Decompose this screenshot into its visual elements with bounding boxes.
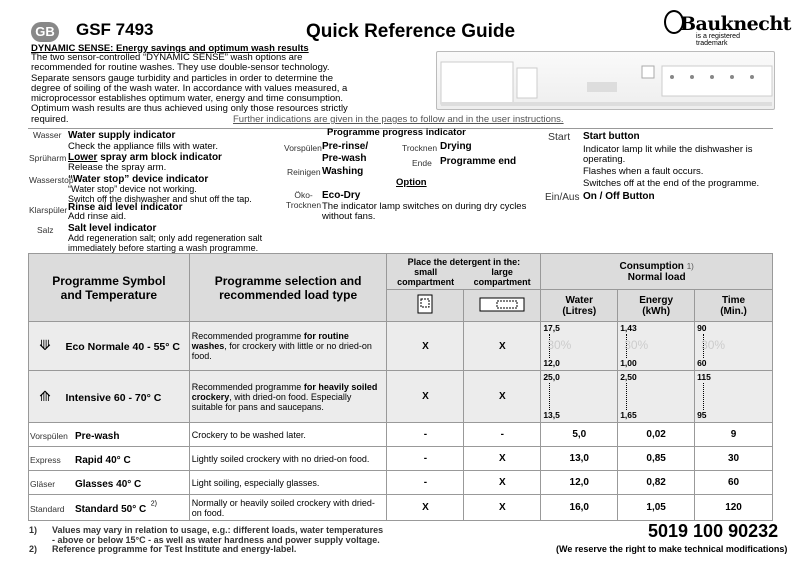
dynamic-sense-heading: DYNAMIC SENSE: Energy savings and optimum wash results [31,43,309,54]
intensive-time-lo: 95 [697,410,707,420]
start-button-label: Start button [583,131,640,142]
on-off-label: On / Off Button [583,191,655,202]
eco-energy-pct: 30% [624,338,649,352]
start-line-2: Flashes when a fault occurs. [583,166,704,177]
table-row [29,495,773,521]
col-water-header: Water (Litres) [541,290,618,322]
tag-salz: Salz [37,225,54,235]
eco-time [695,322,773,371]
washing-label: Washing [322,166,364,177]
eco-symbol-cell [29,322,190,371]
standard-name: Standard 50° C [75,503,147,515]
programme-end-label: Programme end [440,156,517,167]
tag-klarspuler: Klarspüler [29,205,68,215]
intensive-programme-name: Intensive 60 - 70° C [65,391,162,404]
tag-ende: Ende [412,158,432,168]
eco-energy [618,322,695,371]
rapid-symbol-cell [29,447,190,471]
intensive-energy [618,371,695,423]
control-panel-illustration [436,51,775,110]
rapid-description: Lightly soiled crockery with no dried-on food. [189,447,387,471]
standard-energy: 1,05 [618,495,695,521]
consumption-title [541,261,772,272]
country-badge: GB [31,22,59,42]
start-line-1: Indicator lamp lit while the dishwasher is operating. [583,144,753,165]
rapid-tag: Express [30,454,61,465]
spray-arm-desc: Release the spray arm. [68,162,167,173]
eco-energy-hi: 1,43 [620,323,637,333]
glasses-tag: Gläser [30,478,56,489]
prewash-symbol-cell [29,423,190,447]
rapid-large: X [464,447,541,471]
prewash-energy: 0,02 [618,423,695,447]
drying-label: Drying [440,141,472,152]
intensive-desc-bold: for heavily soiled crockery [191,381,378,402]
intensive-time-hi: 115 [697,372,711,382]
prewash-name: Pre-wash [75,430,120,442]
glasses-description: Light soiling, especially glasses. [189,471,387,495]
eco-time-range [695,322,772,370]
progress-heading: Programme progress indicator [327,127,466,138]
intensive-energy-lo: 1,65 [620,410,637,420]
intensive-large: X [464,371,541,423]
prewash-small: - [387,423,464,447]
footnote-2-text: Reference programme for Test Institute and energy-label. [52,544,297,554]
water-stop-label: “Water stop” device indicator [68,174,209,185]
spray-arm-label: Lower spray arm block indicator [68,152,222,163]
eco-water-lo: 12,0 [543,358,560,368]
prerinse-label: Pre-rinse/ Pre-wash [322,141,369,164]
small-compartment-icon-cell [387,290,464,322]
range-arrow [703,383,704,410]
prewash-tag: Vorspülen [30,430,68,441]
intensive-water-lo: 13,5 [543,410,560,420]
standard-tag: Standard [30,503,65,514]
prewash-time: 9 [695,423,773,447]
large-compartment-icon-cell [464,290,541,322]
table-row [29,471,773,495]
intensive-time-range [695,371,772,422]
standard-water: 16,0 [541,495,618,521]
page-title: Quick Reference Guide [306,21,516,42]
table-row [29,322,773,371]
footnote-2-num: 2) [29,544,38,554]
eco-programme-name: Eco Normale 40 - 55° C [65,341,180,353]
normal-load-label: Normal load [627,271,686,283]
eco-time-hi: 90 [697,323,707,333]
eco-water-hi: 17,5 [543,323,560,333]
col-consumption-header [541,254,773,290]
rapid-name: Rapid 40° C [75,454,131,466]
standard-note: 2) [150,500,157,508]
start-line-3: Switches off at the end of the programme. [583,178,760,189]
panel-drawing [437,52,776,111]
intensive-small: X [387,371,464,423]
detergent-title: Place the detergent in the: [407,256,521,267]
range-arrow [549,383,550,410]
rapid-small: - [387,447,464,471]
range-arrow [626,383,627,410]
eco-desc-post: , for crockery with little or no dried-on food. [191,341,372,361]
eco-time-lo: 60 [697,358,707,368]
consumption-label: Consumption [619,260,684,272]
rinse-aid-label: Rinse aid level indicator [68,202,183,213]
col-time-header: Time (Min.) [695,290,773,322]
rapid-water: 13,0 [541,447,618,471]
spray-arm-label-underlined: Lower [68,152,98,163]
large-compartment-icon [477,293,527,315]
intensive-symbol-cell [29,371,190,423]
prewash-description: Crockery to be washed later. [189,423,387,447]
eco-desc-pre: Recommended programme [191,331,304,341]
water-supply-label: Water supply indicator [68,130,176,141]
glasses-symbol-cell [29,471,190,495]
glasses-water: 12,0 [541,471,618,495]
rinse-aid-desc: Add rinse aid. [68,211,127,222]
large-compartment-label: large compartment [473,266,531,287]
table-row [29,447,773,471]
tag-reinigen: Reinigen [287,167,321,177]
intensive-programme-icon: ⟰ [39,387,51,404]
further-indications-link: Further indications are given in the pages to follow and in the user instructions. [233,114,564,125]
consumption-note: 1) [686,261,694,271]
tag-oko-trocknen: Öko- Trocknen [286,190,322,210]
water-supply-desc: Check the appliance fills with water. [68,141,218,152]
rapid-time: 30 [695,447,773,471]
table-row [29,371,773,423]
prewash-large: - [464,423,541,447]
standard-large: X [464,495,541,521]
eco-small: X [387,322,464,371]
tag-spruharm: Sprüharm [29,153,67,163]
tag-wasserstop: Wasserstop [29,175,74,185]
small-compartment-label: small compartment [397,266,455,287]
intensive-energy-hi: 2,50 [620,372,637,382]
eco-large: X [464,322,541,371]
intensive-desc-pre: Recommended programme [191,381,304,392]
option-heading: Option [396,177,427,188]
eco-dry-label: Eco-Dry [322,190,361,201]
water-stop-desc: “Water stop” device not working. Switch off the dishwasher and shut off the tap. [68,184,252,204]
table-header-row-1 [29,254,773,290]
tag-trocknen: Trocknen [402,143,438,153]
footnote-1-num: 1) [29,525,38,535]
col-energy-header: Energy (kWh) [618,290,695,322]
intensive-time [695,371,773,423]
brand-tagline: is a registered trademark [696,33,740,47]
footnote-1-text: Values may vary in relation to usage, e.g.: different loads, water temperatures - above or below 15°C - as well as water hardness and power supply voltage. [52,525,384,545]
standard-time: 120 [695,495,773,521]
glasses-name: Glasses 40° C [75,478,142,490]
standard-small: X [387,495,464,521]
compartment-labels [387,267,540,287]
glasses-large: X [464,471,541,495]
programme-table [28,253,773,521]
eco-dry-desc: The indicator lamp switches on during dry cycles without fans. [322,201,527,222]
tag-vorspulen: Vorspülen [284,143,322,153]
brand-name: Bauknecht [680,13,791,35]
tag-wasser: Wasser [33,130,62,140]
intensive-desc-post: , with dried-on food. Especially suitable for pans and saucepans. [191,391,352,412]
standard-symbol-cell [29,495,190,521]
glasses-energy: 0,82 [618,471,695,495]
prewash-water: 5,0 [541,423,618,447]
eco-programme-icon: ⟱ [39,337,51,353]
dynamic-sense-text: The two sensor-controlled “DYNAMIC SENSE” wash options are recommended for routine washes. They use double-sensor technology. Separate sensors gauge turbidity and particles in order to determine the degree of soiling of the wash water. In accordance with values measured, a microprocessor establishes optimum water, energy and time consumption. Optimum wash results are thus achieved using only those resources strictly required. [31,52,348,125]
col-symbol-header: Programme Symbol and Temperature [29,254,190,322]
eco-energy-range [618,322,694,370]
eco-time-pct: 30% [701,338,726,352]
eco-desc-bold: for routine washes [191,331,349,351]
rapid-energy: 0,85 [618,447,695,471]
intensive-water-range [541,371,617,422]
standard-description: Normally or heavily soiled crockery with dried-on food. [189,495,387,521]
eco-water [541,322,618,371]
salt-desc: Add regeneration salt; only add regeneration salt immediately before starting a wash programme. [68,233,263,253]
tag-ein-aus: Ein/Aus [545,192,580,203]
tag-start: Start [548,131,571,143]
col-selection-header: Programme selection and recommended load type [189,254,387,322]
intensive-description [189,371,387,423]
col-detergent-header [387,254,541,290]
salt-label: Salt level indicator [68,223,157,234]
eco-water-range [541,322,617,370]
intensive-water-hi: 25,0 [543,372,560,382]
brand-logo [668,13,791,47]
document-code: 5019 100 90232 [648,521,779,541]
reserve-notice: (We reserve the right to make technical modifications) [556,544,788,554]
table-row [29,423,773,447]
eco-description [189,322,387,371]
intensive-water [541,371,618,423]
glasses-small: - [387,471,464,495]
glasses-time: 60 [695,471,773,495]
eco-water-pct: 30% [547,338,572,352]
small-compartment-icon [415,293,435,315]
intensive-energy-range [618,371,694,422]
eco-energy-lo: 1,00 [620,358,637,368]
model-number: GSF 7493 [76,20,154,39]
